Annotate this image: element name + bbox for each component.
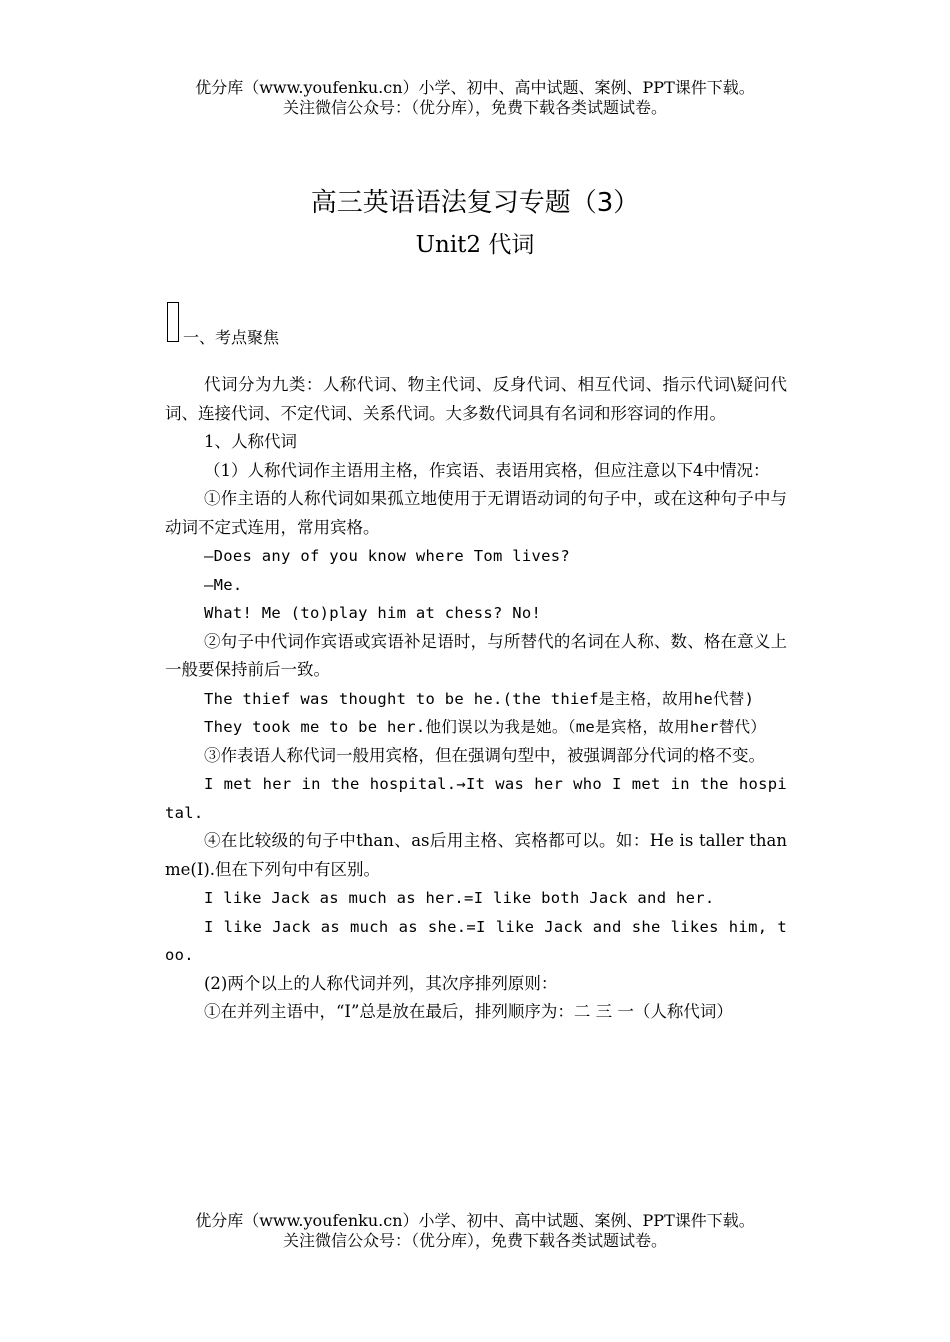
header-line-2: 关注微信公众号：（优分库），免费下载各类试题试卷。	[282, 98, 667, 117]
paragraph-point-1: ①作主语的人称代词如果孤立地使用于无谓语动词的句子中，或在这种句子中与动词不定式连用，常用宾格。	[165, 489, 787, 537]
document-subtitle: Unit2 代词	[415, 232, 535, 258]
footer-line-1: 优分库（www.youfenku.cn）小学、初中、高中试题、案例、PPT课件下载。	[195, 1211, 755, 1230]
section-label: 一、考点聚焦	[183, 328, 280, 347]
paragraph-point-3: ③作表语人称代词一般用宾格，但在强调句型中，被强调部分代词的格不变。	[204, 745, 765, 765]
paragraph-intro: 代词分为九类：人称代词、物主代词、反身代词、相互代词、指示代词\疑问代词、连接代词、不定代词、关系代词。大多数代词具有名词和形容词的作用。	[165, 375, 787, 423]
paragraph-rule-2: (2)两个以上的人称代词并列，其次序排列原则：	[204, 973, 558, 993]
example-line: I met her in the hospital.→It was her who I met in the hospital.	[165, 775, 787, 822]
page-footer	[0, 1211, 950, 1251]
document-title: 高三英语语法复习专题（3）	[310, 188, 640, 218]
footer-line-2: 关注微信公众号：（优分库），免费下载各类试题试卷。	[282, 1231, 667, 1250]
header-line-1: 优分库（www.youfenku.cn）小学、初中、高中试题、案例、PPT课件下载。	[195, 78, 755, 97]
example-line: I like Jack as much as her.=I like both Jack and her.	[204, 889, 715, 907]
page-header	[0, 78, 950, 118]
example-line: They took me to be her.他们误以为我是她。（me是宾格，故用her替代）	[204, 718, 767, 736]
example-line: —Does any of you know where Tom lives?	[204, 547, 571, 565]
document-body	[165, 371, 787, 1027]
example-line: The thief was thought to be he.(the thief是主格，故用he代替)	[204, 689, 755, 708]
subheading-personal-pronouns: 1、人称代词	[204, 432, 297, 451]
paragraph-point-4: ④在比较级的句子中than、as后用主格、宾格都可以。如：He is taller than me(I).但在下列句中有区别。	[165, 831, 787, 879]
example-line: I like Jack as much as she.=I like Jack and she likes him, too.	[165, 917, 787, 964]
paragraph-rule-1: （1）人称代词作主语用主格，作宾语、表语用宾格，但应注意以下4中情况：	[204, 460, 770, 480]
section-box-icon	[167, 302, 179, 342]
paragraph-point-order: ①在并列主语中，“I”总是放在最后，排列顺序为：二 三 一（人称代词）	[204, 1002, 733, 1021]
example-line: What! Me (to)play him at chess? No!	[204, 604, 542, 622]
paragraph-point-2: ②句子中代词作宾语或宾语补足语时，与所替代的名词在人称、数、格在意义上一般要保持前后一致。	[165, 631, 787, 679]
example-line: —Me.	[204, 575, 243, 594]
